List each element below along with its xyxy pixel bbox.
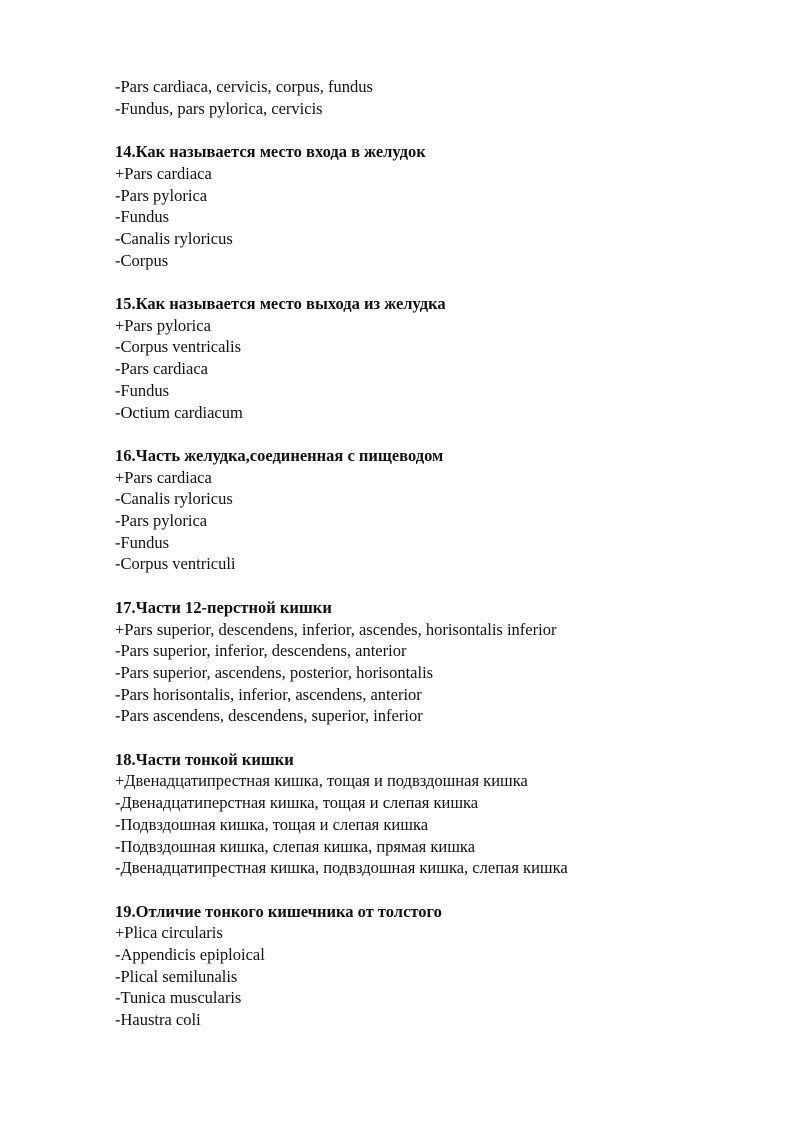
answer-option: +Pars cardiaca <box>115 467 212 487</box>
answer-option: +Pars superior, descendens, inferior, ascendes, horisontalis inferior <box>115 619 557 639</box>
answer-option: -Tunica muscularis <box>115 988 242 1008</box>
answer-option: +Pars pylorica <box>115 315 211 335</box>
answer-option: -Подвздошная кишка, тощая и слепая кишка <box>115 814 429 834</box>
intro-options <box>115 76 775 119</box>
answer-option: -Appendicis epiploical <box>115 945 265 965</box>
question-15 <box>115 293 775 423</box>
question-14 <box>115 141 775 271</box>
answer-option: -Pars cardiaca <box>115 359 208 379</box>
answer-option: -Pars pylorica <box>115 185 208 205</box>
answer-option: -Octium cardiacum <box>115 402 243 422</box>
answer-option: +Pars cardiaca <box>115 163 212 183</box>
answer-option: -Двенадцатипрестная кишка, подвздошная кишка, слепая кишка <box>115 858 568 878</box>
question-19 <box>115 901 775 1031</box>
answer-option: -Haustra coli <box>115 1010 201 1030</box>
answer-option: -Canalis ryloricus <box>115 489 233 509</box>
question-title: 19.Отличие тонкого кишечника от толстого <box>115 901 442 921</box>
answer-option: -Pars pylorica <box>115 511 208 531</box>
question-title: 18.Части тонкой кишки <box>115 749 294 769</box>
question-title: 15.Как называется место выхода из желудка <box>115 294 446 313</box>
answer-option: -Pars superior, ascendens, posterior, horisontalis <box>115 662 434 682</box>
answer-option: -Canalis ryloricus <box>115 228 233 248</box>
answer-option: -Pars ascendens, descendens, superior, inferior <box>115 706 423 726</box>
question-title: 17.Части 12-перстной кишки <box>115 597 332 617</box>
answer-option: -Corpus ventricalis <box>115 337 242 357</box>
question-18 <box>115 749 775 879</box>
document-content <box>115 76 775 1031</box>
answer-option: -Plical semilunalis <box>115 966 238 986</box>
answer-option: -Pars superior, inferior, descendens, anterior <box>115 641 407 661</box>
answer-option: -Pars cardiaca, cervicis, corpus, fundus <box>115 77 373 96</box>
answer-option: +Plica circularis <box>115 923 223 943</box>
answer-option: -Pars horisontalis, inferior, ascendens, anterior <box>115 684 422 704</box>
question-17 <box>115 597 775 727</box>
answer-option: -Corpus ventriculi <box>115 554 236 574</box>
question-16 <box>115 445 775 575</box>
answer-option: -Fundus <box>115 532 170 552</box>
answer-option: -Fundus <box>115 380 170 400</box>
answer-option: -Подвздошная кишка, слепая кишка, прямая кишка <box>115 836 476 856</box>
question-title: 14.Как называется место входа в желудок <box>115 142 426 162</box>
answer-option: +Двенадцатипрестная кишка, тощая и подвздошная кишка <box>115 771 528 791</box>
answer-option: -Fundus, pars pylorica, cervicis <box>115 98 323 118</box>
question-title: 16.Часть желудка,соединенная с пищеводом <box>115 445 444 465</box>
answer-option: -Corpus <box>115 250 169 270</box>
answer-option: -Fundus <box>115 207 170 227</box>
answer-option: -Двенадцатиперстная кишка, тощая и слепая кишка <box>115 793 479 813</box>
